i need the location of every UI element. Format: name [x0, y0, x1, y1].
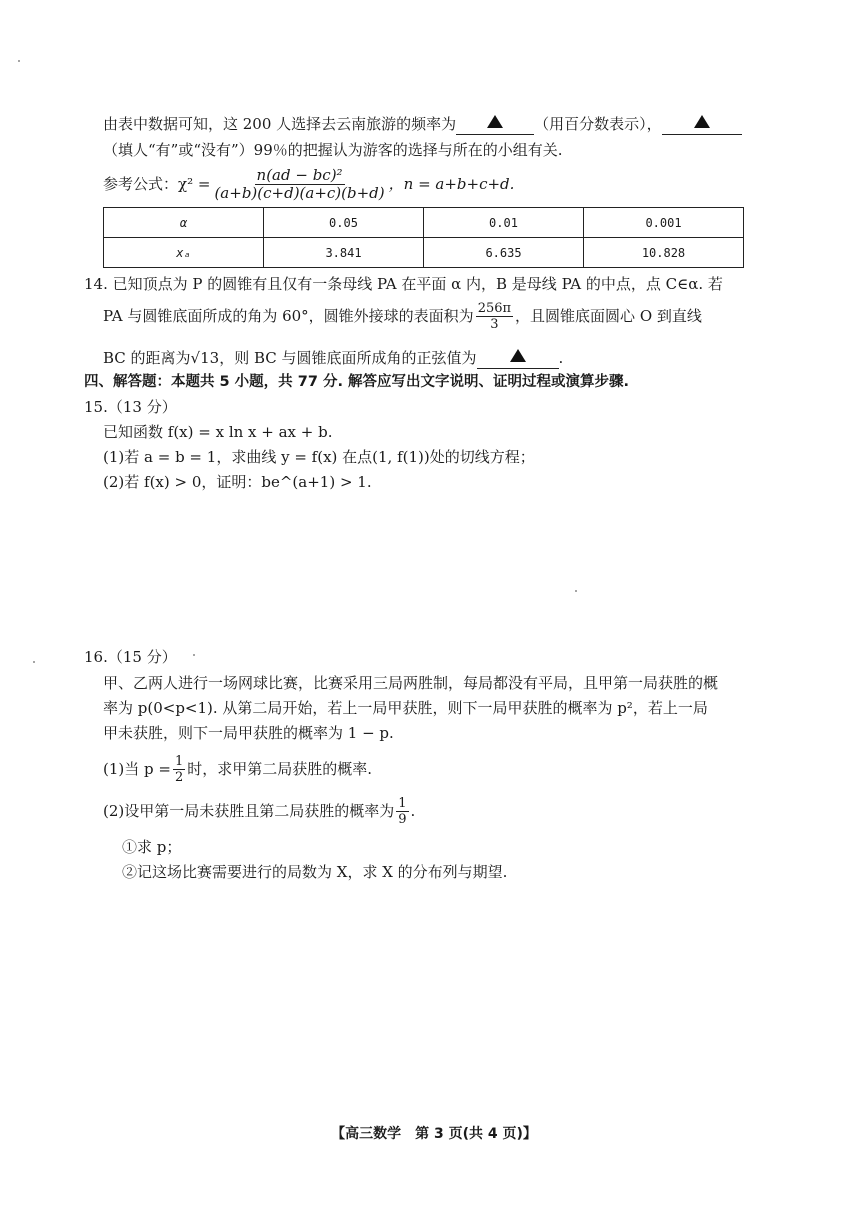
- q14-line2: [103, 302, 702, 331]
- q16-part2: [103, 797, 415, 826]
- q16-heading: 16.（15 分）: [84, 648, 177, 666]
- q14-line3-text-a: BC 的距离为√13，则 BC 与圆锥底面所成角的正弦值为: [103, 349, 477, 367]
- fraction-numerator: 1: [398, 796, 407, 811]
- q16-line2: 率为 p(0<p<1). 从第二局开始，若上一局甲获胜，则下一局甲获胜的概率为 p²，若上一局: [103, 699, 708, 717]
- q16-part1-text-a: (1)当 p =: [103, 760, 171, 778]
- q16-part1: [103, 755, 372, 784]
- q15-line2: (1)若 a = b = 1，求曲线 y = f(x) 在点(1, f(1))处的切线方程；: [103, 448, 535, 466]
- triangle-icon: [487, 115, 503, 128]
- table-row: [104, 208, 744, 238]
- sphere-area-fraction: [476, 302, 513, 331]
- table-cell: 0.001: [584, 208, 744, 238]
- table-cell: 3.841: [264, 238, 424, 268]
- ninth-fraction: [396, 797, 408, 826]
- answer-blank-1[interactable]: [456, 118, 534, 135]
- q13-formula: [103, 168, 514, 201]
- q13-line1-text-b: （用百分数表示），: [534, 115, 662, 133]
- table-cell: 6.635: [424, 238, 584, 268]
- q13-line2: （填人“有”或“没有”）99％的把握认为游客的选择与所在的小组有关.: [103, 141, 563, 159]
- scan-speck: [193, 654, 195, 656]
- q16-part1-text-b: 时，求甲第二局获胜的概率.: [187, 760, 373, 778]
- q14-line3-text-b: .: [558, 349, 564, 367]
- q14-line1: 14. 已知顶点为 P 的圆锥有且仅有一条母线 PA 在平面 α 内，B 是母线 PA 的中点，点 C∈α. 若: [84, 275, 723, 293]
- triangle-icon: [694, 115, 710, 128]
- table-cell: 0.05: [264, 208, 424, 238]
- q13-line1-text-a: 由表中数据可知，这 200 人选择去云南旅游的频率为: [103, 115, 457, 133]
- q13-line1: [103, 116, 742, 133]
- scan-speck: [575, 590, 577, 592]
- formula-denominator: (a+b)(c+d)(a+c)(b+d): [214, 184, 385, 202]
- q14-line3: [103, 350, 563, 367]
- q16-part2-text-a: (2)设甲第一局未获胜且第二局获胜的概率为: [103, 802, 395, 820]
- fraction-denominator: 3: [490, 317, 499, 332]
- q16-line3: 甲未获胜，则下一局甲获胜的概率为 1 − p.: [103, 724, 394, 742]
- fraction-numerator: 256π: [477, 301, 512, 316]
- q14-line2-text-a: PA 与圆锥底面所成的角为 60°，圆锥外接球的表面积为: [103, 307, 474, 325]
- q15-line3: (2)若 f(x) > 0，证明：be^(a+1) > 1.: [103, 473, 372, 491]
- fraction-numerator: 1: [174, 754, 184, 769]
- q16-part2-text-b: .: [410, 802, 416, 820]
- formula-tail: ，n = a+b+c+d.: [388, 175, 515, 193]
- section-heading: 四、解答题：本题共 5 小题，共 77 分. 解答应写出文字说明、证明过程或演算步骤.: [84, 374, 630, 390]
- table-cell: 0.01: [424, 208, 584, 238]
- table-cell: xₐ: [104, 238, 264, 268]
- q16-sub2: ②记这场比赛需要进行的局数为 X，求 X 的分布列与期望.: [122, 863, 508, 881]
- page-footer: 【高三数学 第 3 页(共 4 页)】: [331, 1126, 537, 1142]
- critical-value-table: [103, 207, 744, 268]
- q16-sub1: ①求 p；: [122, 838, 182, 856]
- scan-speck: [18, 60, 20, 62]
- fraction-denominator: 2: [174, 770, 184, 785]
- table-cell: α: [104, 208, 264, 238]
- answer-blank-3[interactable]: [477, 352, 559, 369]
- formula-label: 参考公式：χ² =: [103, 175, 211, 193]
- q15-heading: 15.（13 分）: [84, 398, 177, 416]
- table-row: [104, 238, 744, 268]
- q15-line1: 已知函数 f(x) = x ln x + ax + b.: [103, 423, 333, 441]
- q16-line1: 甲、乙两人进行一场网球比赛，比赛采用三局两胜制，每局都没有平局，且甲第一局获胜的概: [103, 674, 719, 692]
- fraction-denominator: 9: [398, 812, 407, 827]
- formula-numerator: n(ad − bc)²: [256, 166, 343, 184]
- answer-blank-2[interactable]: [662, 118, 742, 135]
- half-fraction: [173, 755, 185, 784]
- q14-line2-text-b: ，且圆锥底面圆心 O 到直线: [515, 307, 702, 325]
- triangle-icon: [510, 349, 526, 362]
- table-cell: 10.828: [584, 238, 744, 268]
- chi-square-fraction: [212, 168, 386, 201]
- scan-speck: [33, 661, 35, 663]
